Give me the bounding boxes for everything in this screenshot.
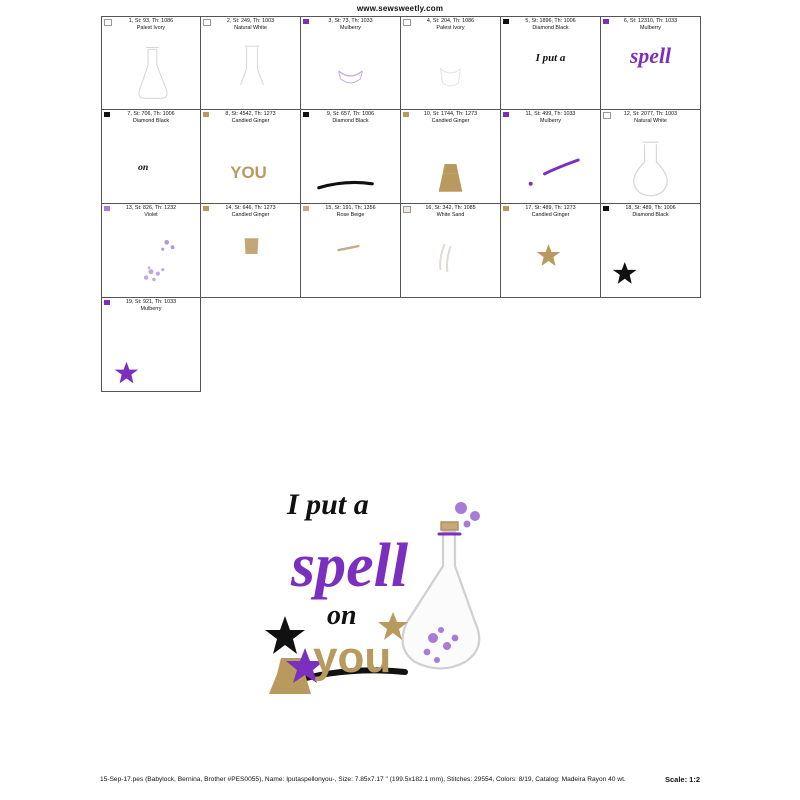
preview-line4: you <box>313 633 392 682</box>
svg-text:on: on <box>137 161 149 173</box>
step-color-name: Mulberry <box>540 117 561 124</box>
step-header: 12, St: 2077, Th: 1003 <box>623 111 678 117</box>
step-color-name: White Sand <box>436 211 465 218</box>
step-art-cork <box>201 216 300 298</box>
step-cell[interactable] <box>101 298 201 392</box>
step-color-name: Diamond Black <box>332 117 369 124</box>
step-cell[interactable] <box>101 204 201 298</box>
step-header: 2, St: 249, Th: 1003 <box>226 18 275 24</box>
step-color-name: Palest Ivory <box>436 24 465 31</box>
step-art-star-black <box>601 216 700 298</box>
flask-graphic <box>403 502 481 669</box>
step-cell[interactable] <box>401 204 501 298</box>
step-header: 16, St: 342, Th: 1085 <box>425 205 476 211</box>
step-color-name: Palest Ivory <box>136 24 166 31</box>
step-header: 17, St: 489, Th: 1273 <box>525 205 576 211</box>
step-cell[interactable] <box>201 16 301 110</box>
step-header: 14, St: 646, Th: 1273 <box>225 205 276 211</box>
color-step-grid <box>101 16 701 392</box>
step-color-name: Diamond Black <box>532 24 569 31</box>
step-art-flask-full <box>601 122 700 204</box>
step-color-name: Mulberry <box>140 305 162 312</box>
step-color-name: Natural White <box>234 24 267 31</box>
step-cell[interactable] <box>501 204 601 298</box>
step-header: 18, St: 489, Th: 1006 <box>625 205 676 211</box>
step-header: 7, St: 706, Th: 1006 <box>127 111 175 117</box>
step-header: 4, St: 204, Th: 1086 <box>426 18 475 24</box>
step-header: 15, St: 191, Th: 1356 <box>325 205 376 211</box>
svg-text:I put a: I put a <box>535 52 566 65</box>
step-art-broom-bristles <box>401 122 500 204</box>
step-art-shine <box>401 216 500 298</box>
design-preview <box>255 470 545 705</box>
step-cell[interactable] <box>301 16 401 110</box>
step-header: 1, St: 93, Th: 1086 <box>128 18 174 24</box>
step-color-name: Diamond Black <box>132 117 170 124</box>
step-cell[interactable] <box>601 16 701 110</box>
step-cell[interactable] <box>201 204 301 298</box>
step-art-star-purple <box>102 310 200 392</box>
step-color-name: Natural White <box>634 117 667 124</box>
step-color-name: Violet <box>144 211 158 218</box>
preview-line3: on <box>327 600 357 631</box>
footer <box>100 775 700 784</box>
step-art-text-on <box>102 122 200 204</box>
step-art-broom-handle <box>301 122 400 204</box>
step-color-name: Candied Ginger <box>231 117 270 124</box>
step-art-text-spell <box>601 29 700 111</box>
step-header: 19, St: 921, Th: 1033 <box>125 299 177 305</box>
step-color-name: Candied Ginger <box>431 117 470 124</box>
step-cell[interactable] <box>501 16 601 110</box>
step-color-name: Rose Beige <box>336 211 365 218</box>
step-color-name: Candied Ginger <box>231 211 270 218</box>
step-header: 11, St: 499, Th: 1033 <box>525 111 576 117</box>
step-art-text-iputa <box>501 29 600 111</box>
svg-text:spell: spell <box>629 44 672 69</box>
step-header: 5, St: 1896, Th: 1006 <box>525 18 576 24</box>
step-color-name: Mulberry <box>340 24 361 31</box>
step-header: 3, St: 73, Th: 1033 <box>328 18 373 24</box>
step-cell[interactable] <box>101 16 201 110</box>
step-art-flask-outline <box>102 29 200 111</box>
step-cell[interactable] <box>401 16 501 110</box>
step-art-cork-band <box>501 122 600 204</box>
preview-line2: spell <box>291 532 409 600</box>
step-header: 6, St: 12310, Th: 1033 <box>623 18 678 24</box>
step-art-cork-line <box>301 216 400 298</box>
step-art-liquid-arc <box>301 29 400 111</box>
footer-info: 15-Sep-17.pes (Babylock, Bernina, Brother #PES0055), Name: Iputaspellonyou-, Size: 7.85x7.17 " (199.5x182.1 mm), Stitches: 29554, Colors: 8/19, Catalog: Madeira Rayon 40 wt. <box>100 776 626 783</box>
step-cell[interactable] <box>301 110 401 204</box>
scale-label: Scale: 1:2 <box>661 775 700 784</box>
step-cell[interactable] <box>601 110 701 204</box>
step-cell[interactable] <box>101 110 201 204</box>
step-cell[interactable] <box>401 110 501 204</box>
step-cell[interactable] <box>601 204 701 298</box>
step-art-text-you <box>201 122 300 204</box>
step-art-star-gold <box>501 216 600 298</box>
site-url: www.sewsweetly.com <box>356 4 444 13</box>
step-header: 13, St: 826, Th: 1232 <box>125 205 177 211</box>
step-cell[interactable] <box>201 110 301 204</box>
step-color-name: Diamond Black <box>632 211 669 218</box>
step-art-bubbles <box>102 216 200 298</box>
step-color-name: Candied Ginger <box>531 211 570 218</box>
preview-line1: I put a <box>287 488 369 521</box>
step-art-liquid-fill <box>401 29 500 111</box>
svg-text:YOU: YOU <box>230 162 267 182</box>
step-header: 9, St: 657, Th: 1006 <box>326 111 375 117</box>
step-color-name: Mulberry <box>640 24 661 31</box>
step-art-flask-neck <box>201 29 300 111</box>
step-header: 10, St: 1744, Th: 1273 <box>423 111 478 117</box>
step-cell[interactable] <box>501 110 601 204</box>
step-header: 8, St: 4542, Th: 1273 <box>225 111 276 117</box>
step-cell[interactable] <box>301 204 401 298</box>
